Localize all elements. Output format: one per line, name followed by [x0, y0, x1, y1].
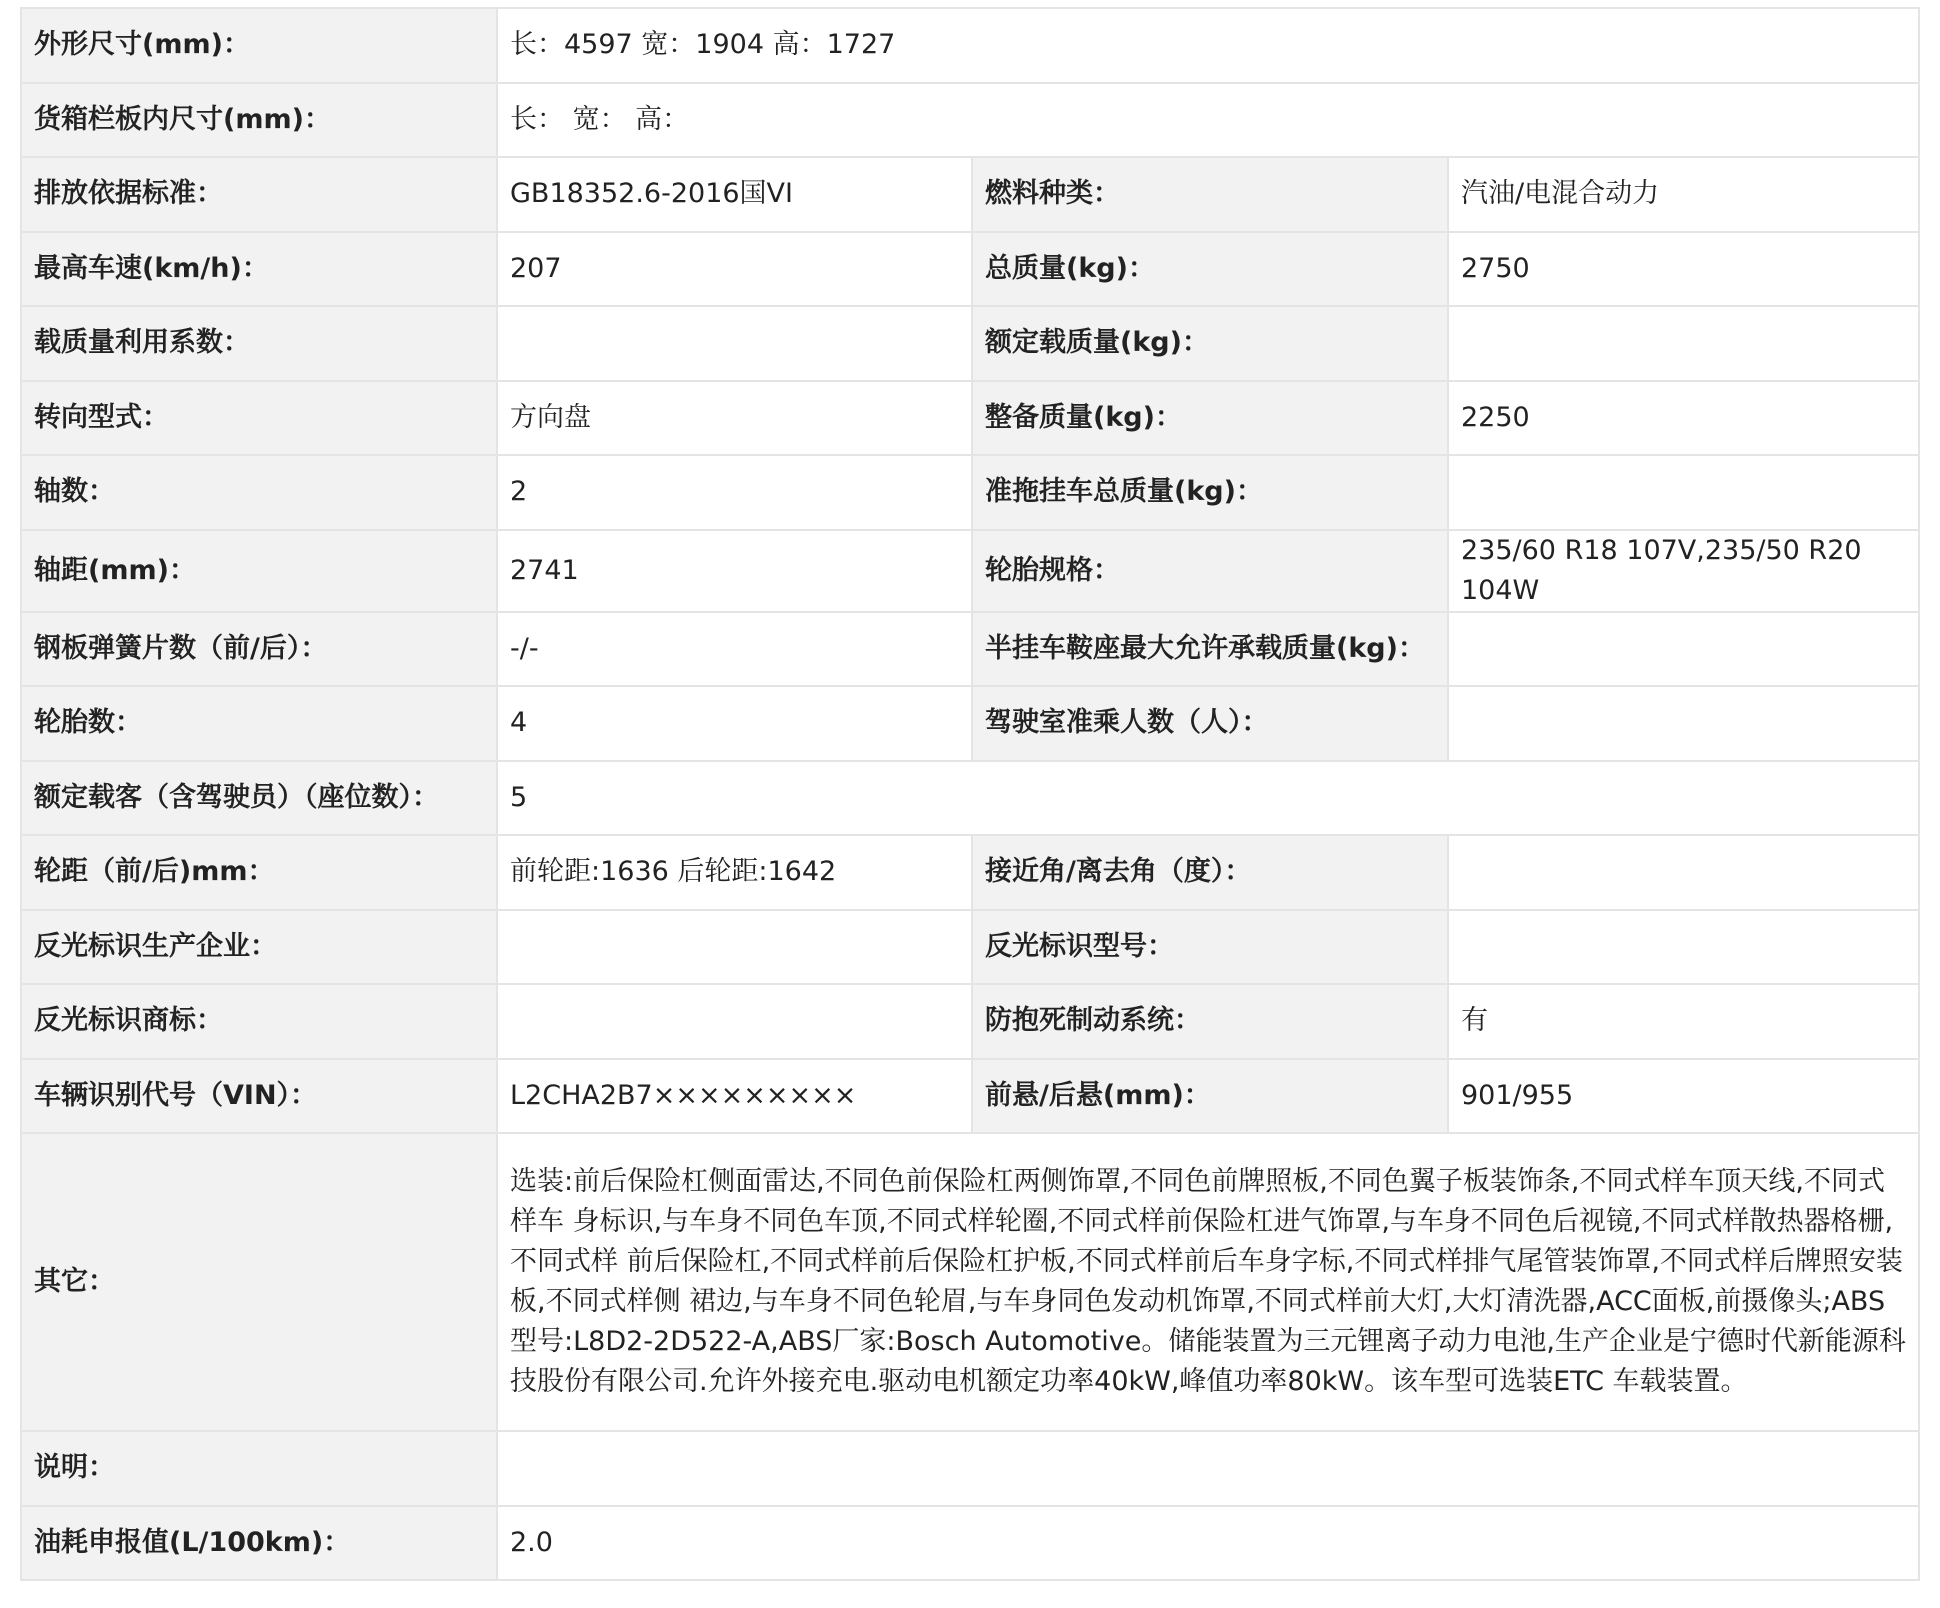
label-outer-dims: 外形尺寸(mm)：	[21, 8, 497, 83]
row-seats	[21, 761, 1919, 836]
row-notes	[21, 1431, 1919, 1506]
label-vin: 车辆识别代号（VIN）：	[21, 1059, 497, 1134]
row-steering	[21, 381, 1919, 456]
value-reflector-maker	[497, 910, 972, 985]
row-load-factor	[21, 306, 1919, 381]
row-fuel-consumption	[21, 1506, 1919, 1581]
value-fuel-consumption: 2.0	[497, 1506, 1919, 1581]
value-cab-occupants	[1448, 686, 1919, 761]
label-tire-count: 轮胎数：	[21, 686, 497, 761]
vehicle-spec-sheet	[20, 7, 1918, 1581]
value-fuel-type: 汽油/电混合动力	[1448, 157, 1919, 232]
value-approach-departure	[1448, 835, 1919, 910]
row-cargo-dims	[21, 83, 1919, 158]
row-track	[21, 835, 1919, 910]
row-outer-dims	[21, 8, 1919, 83]
label-saddle-load: 半挂车鞍座最大允许承载质量(kg)：	[972, 612, 1448, 687]
value-load-factor	[497, 306, 972, 381]
label-load-factor: 载质量利用系数：	[21, 306, 497, 381]
row-leaf-springs	[21, 612, 1919, 687]
label-leaf-springs: 钢板弹簧片数（前/后）：	[21, 612, 497, 687]
row-axles	[21, 455, 1919, 530]
label-seats: 额定载客（含驾驶员）（座位数）：	[21, 761, 497, 836]
row-emission	[21, 157, 1919, 232]
label-cab-occupants: 驾驶室准乘人数（人）：	[972, 686, 1448, 761]
value-tire-spec: 235/60 R18 107V,235/50 R20 104W	[1448, 530, 1919, 612]
value-emission: GB18352.6-2016国VI	[497, 157, 972, 232]
row-vin	[21, 1059, 1919, 1134]
label-other: 其它：	[21, 1133, 497, 1431]
label-steering: 转向型式：	[21, 381, 497, 456]
value-steering: 方向盘	[497, 381, 972, 456]
value-other: 选装:前后保险杠侧面雷达,不同色前保险杠两侧饰罩,不同色前牌照板,不同色翼子板装饰条,不同式样车顶天线,不同式样车 身标识,与车身不同色车顶,不同式样轮圈,不同式样前保险杠进气饰罩,与车身不同色后视镜,不同式样散热器格栅,不同式样 前后保险杠,不同式样前后保险杠护板,不同式样前后车身字标,不同式样排气尾管装饰罩,不同式样后牌照安装板,不同式样侧 裙边,与车身不同色轮眉,与车身同色发动机饰罩,不同式样前大灯,大灯清洗器,ACC面板,前摄像头;ABS型号:L8D2-2D522-A,ABS厂家:Bosch Automotive。储能装置为三元锂离子动力电池,生产企业是宁德时代新能源科技股份有限公司.允许外接充电.驱动电机额定功率40kW,峰值功率80kW。该车型可选装ETC 车载装置。	[497, 1133, 1919, 1431]
label-curb-mass: 整备质量(kg)：	[972, 381, 1448, 456]
label-approach-departure: 接近角/离去角（度）：	[972, 835, 1448, 910]
row-tires	[21, 686, 1919, 761]
value-track: 前轮距:1636 后轮距:1642	[497, 835, 972, 910]
value-curb-mass: 2250	[1448, 381, 1919, 456]
value-tire-count: 4	[497, 686, 972, 761]
value-reflector-brand	[497, 984, 972, 1059]
label-max-speed: 最高车速(km/h)：	[21, 232, 497, 307]
value-abs: 有	[1448, 984, 1919, 1059]
row-wheelbase	[21, 530, 1919, 612]
value-vin: L2CHA2B7×××××××××	[497, 1059, 972, 1134]
value-reflector-model	[1448, 910, 1919, 985]
value-cargo-dims: 长： 宽： 高：	[497, 83, 1919, 158]
value-seats: 5	[497, 761, 1919, 836]
label-notes: 说明：	[21, 1431, 497, 1506]
value-overhang: 901/955	[1448, 1059, 1919, 1134]
value-max-speed: 207	[497, 232, 972, 307]
label-track: 轮距（前/后)mm：	[21, 835, 497, 910]
label-overhang: 前悬/后悬(mm)：	[972, 1059, 1448, 1134]
label-reflector-model: 反光标识型号：	[972, 910, 1448, 985]
label-fuel-consumption: 油耗申报值(L/100km)：	[21, 1506, 497, 1581]
spec-table	[20, 7, 1920, 1581]
label-axles: 轴数：	[21, 455, 497, 530]
value-leaf-springs: -/-	[497, 612, 972, 687]
label-gross-mass: 总质量(kg)：	[972, 232, 1448, 307]
label-wheelbase: 轴距(mm)：	[21, 530, 497, 612]
label-abs: 防抱死制动系统：	[972, 984, 1448, 1059]
value-rated-load	[1448, 306, 1919, 381]
value-trailer-mass	[1448, 455, 1919, 530]
value-notes	[497, 1431, 1919, 1506]
value-saddle-load	[1448, 612, 1919, 687]
label-tire-spec: 轮胎规格：	[972, 530, 1448, 612]
value-wheelbase: 2741	[497, 530, 972, 612]
row-reflector-maker	[21, 910, 1919, 985]
value-gross-mass: 2750	[1448, 232, 1919, 307]
value-outer-dims: 长：4597 宽：1904 高：1727	[497, 8, 1919, 83]
row-max-speed	[21, 232, 1919, 307]
value-axles: 2	[497, 455, 972, 530]
row-reflector-brand	[21, 984, 1919, 1059]
label-reflector-maker: 反光标识生产企业：	[21, 910, 497, 985]
label-rated-load: 额定载质量(kg)：	[972, 306, 1448, 381]
label-trailer-mass: 准拖挂车总质量(kg)：	[972, 455, 1448, 530]
label-fuel-type: 燃料种类：	[972, 157, 1448, 232]
label-emission: 排放依据标准：	[21, 157, 497, 232]
label-cargo-dims: 货箱栏板内尺寸(mm)：	[21, 83, 497, 158]
row-other	[21, 1133, 1919, 1431]
label-reflector-brand: 反光标识商标：	[21, 984, 497, 1059]
